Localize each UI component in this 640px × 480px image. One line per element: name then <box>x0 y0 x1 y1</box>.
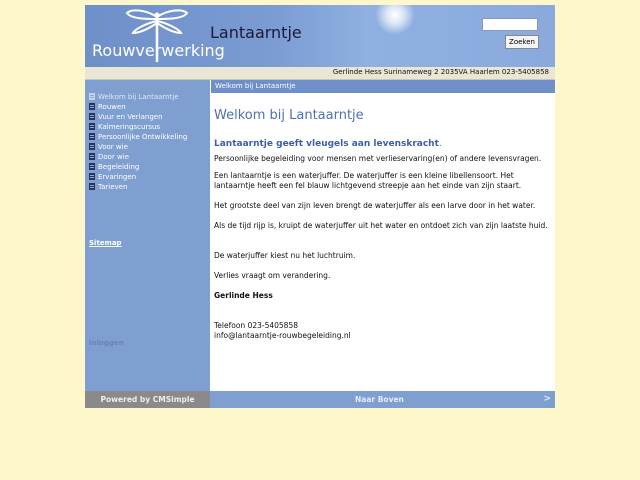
sidebar-item-label: Rouwen <box>98 103 126 111</box>
page-icon <box>89 143 95 150</box>
sidebar <box>85 80 210 391</box>
page-icon <box>89 103 95 110</box>
sidebar-item-kalmeringscursus[interactable] <box>89 123 160 132</box>
phone: Telefoon 023-5405858 <box>214 321 298 330</box>
search-button[interactable]: Zoeken <box>505 35 539 49</box>
paragraph: Verlies vraagt om verandering. <box>214 271 331 280</box>
footer <box>85 391 555 408</box>
page-icon <box>89 113 95 120</box>
site-title: Lantaarntje <box>210 23 302 42</box>
page-icon <box>89 123 95 130</box>
address-bar <box>85 67 555 80</box>
sidebar-item-begeleiding[interactable] <box>89 163 139 172</box>
site-header <box>85 5 555 67</box>
breadcrumb-bar <box>211 80 555 93</box>
sidebar-item-rouwen[interactable] <box>89 103 126 112</box>
sidebar-item-tarieven[interactable] <box>89 183 127 192</box>
search-input[interactable] <box>482 18 538 31</box>
sidebar-item-ervaringen[interactable] <box>89 173 136 182</box>
contact-address: Gerlinde Hess Surinameweg 2 2035VA Haarlem 023-5405858 <box>332 68 549 76</box>
sidebar-item-label: Welkom bij Lantaarntje <box>98 93 179 101</box>
sidebar-item-label: Vuur en Verlangen <box>98 113 163 121</box>
tagline <box>214 139 442 149</box>
paragraph: De waterjuffer kiest nu het luchtruim. <box>214 251 356 260</box>
paragraph: Als de tijd rijp is, kruipt de waterjuffer uit het water en ontdoet zich van zijn laatste huid. <box>214 221 548 230</box>
page-icon <box>89 93 95 100</box>
sidebar-item-label: Door wie <box>98 153 130 161</box>
tagline-text: Lantaarntje geeft vleugels aan levenskracht <box>214 139 439 149</box>
tagline-period: . <box>438 139 442 149</box>
page-icon <box>89 163 95 170</box>
sidebar-item-label: Begeleiding <box>98 163 140 171</box>
sidebar-item-vuur-en-verlangen[interactable] <box>89 113 163 122</box>
email: info@lantaarntje-rouwbegeleiding.nl <box>214 331 351 340</box>
sidebar-item-welkom[interactable] <box>89 93 179 102</box>
paragraph: Persoonlijke begeleiding voor mensen met verlieservaring(en) of andere levensvragen. <box>214 154 542 163</box>
paragraph: Het grootste deel van zijn leven brengt de waterjuffer als een larve door in het water. <box>214 201 536 210</box>
sidebar-item-voor-wie[interactable] <box>89 143 128 152</box>
sidebar-item-label: Tarieven <box>98 183 128 191</box>
page-icon <box>89 133 95 140</box>
page-icon <box>89 153 95 160</box>
powered-by-link[interactable]: Powered by CMSimple <box>85 391 210 408</box>
sidebar-item-door-wie[interactable] <box>89 153 129 162</box>
page-icon <box>89 173 95 180</box>
arrow-right-icon[interactable]: > <box>543 394 551 404</box>
sidebar-item-label: Persoonlijke Ontwikkeling <box>98 133 188 141</box>
signature: Gerlinde Hess <box>214 291 273 300</box>
page-title: Welkom bij Lantaarntje <box>214 108 364 123</box>
sun-glow <box>375 5 415 35</box>
page-container <box>85 5 555 408</box>
sidebar-item-persoonlijke-ontwikkeling[interactable] <box>89 133 187 142</box>
breadcrumb[interactable]: Welkom bij Lantaarntje <box>215 82 296 90</box>
back-to-top-link[interactable]: Naar Boven <box>355 395 404 404</box>
login-link[interactable]: Inloggen <box>89 339 124 347</box>
page-icon <box>89 183 95 190</box>
sidebar-item-label: Kalmeringscursus <box>98 123 161 131</box>
site-subtitle: Rouwverwerking <box>92 41 225 60</box>
sitemap-link[interactable]: Sitemap <box>89 239 122 247</box>
sidebar-item-label: Voor wie <box>98 143 128 151</box>
sidebar-item-label: Ervaringen <box>98 173 137 181</box>
paragraph: Een lantaarntje is een waterjuffer. De waterjuffer is een kleine libellensoort. Het lantaarntje heeft een fel blauw lichtgevend streepje aan het einde van zijn staart. <box>214 171 522 190</box>
